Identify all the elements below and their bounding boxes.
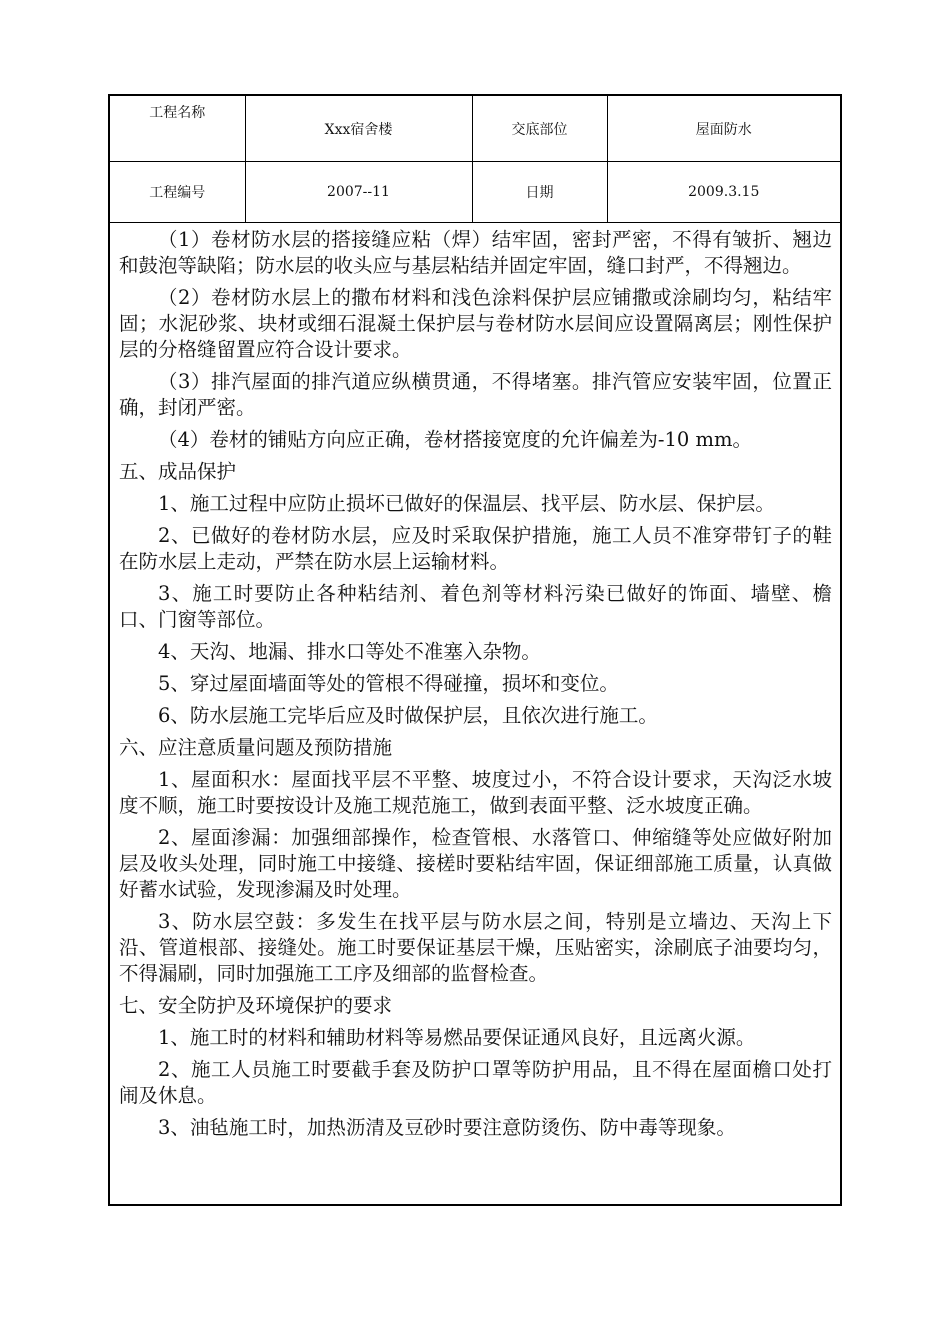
section-5-item-1: 1、施工过程中应防止损坏已做好的保温层、找平层、防水层、保护层。 (158, 492, 775, 515)
section-7-title: 七、安全防护及环境保护的要求 (119, 994, 393, 1017)
section-5-item-4: 4、天沟、地漏、排水口等处不准塞入杂物。 (158, 640, 541, 663)
paragraph-4: （4）卷材的铺贴方向应正确，卷材搭接宽度的允许偏差为-10 mm。 (158, 428, 752, 451)
project-name-value: Xxx宿舍楼 (245, 96, 472, 162)
section-6-item-2: 2、屋面渗漏：加强细部操作，检查管根、水落管口、伸缩缝等处应做好附加层及收头处理，同时施工中接缝、接槎时要粘结牢固，保证细部施工质量，认真做好蓄水试验，发现渗漏及时处理。 (119, 826, 832, 901)
header-row-2 (110, 162, 840, 223)
section-6-title: 六、应注意质量问题及预防措施 (119, 736, 393, 759)
location-value: 屋面防水 (607, 96, 840, 162)
paragraph-2: （2）卷材防水层上的撒布材料和浅色涂料保护层应铺撒或涂刷均匀，粘结牢固；水泥砂浆、块材或细石混凝土保护层与卷材防水层间应设置隔离层；刚性保护层的分格缝留置应符合设计要求。 (119, 286, 832, 361)
section-6-item-3: 3、防水层空鼓：多发生在找平层与防水层之间，特别是立墙边、天沟上下沿、管道根部、接缝处。施工时要保证基层干燥，压贴密实，涂刷底子油要均匀，不得漏刷，同时加强施工工序及细部的监督检查。 (119, 910, 832, 985)
section-5-item-3: 3、施工时要防止各种粘结剂、着色剂等材料污染已做好的饰面、墙壁、檐口、门窗等部位。 (119, 582, 832, 631)
section-7-item-1: 1、施工时的材料和辅助材料等易燃品要保证通风良好，且远离火源。 (158, 1026, 756, 1049)
section-7-item-3: 3、油毡施工时，加热沥清及豆砂时要注意防烫伤、防中毒等现象。 (158, 1116, 736, 1139)
section-5-item-5: 5、穿过屋面墙面等处的管根不得碰撞，损坏和变位。 (158, 672, 619, 695)
section-5-title: 五、成品保护 (119, 460, 237, 483)
body-content (110, 223, 840, 1141)
section-5-item-2: 2、已做好的卷材防水层，应及时采取保护措施，施工人员不准穿带钉子的鞋在防水层上走动，严禁在防水层上运输材料。 (119, 524, 832, 573)
header-table (110, 96, 840, 223)
section-7-item-2: 2、施工人员施工时要截手套及防护口罩等防护用品，且不得在屋面檐口处打闹及休息。 (119, 1058, 832, 1107)
section-6-item-1: 1、屋面积水：屋面找平层不平整、坡度过小，不符合设计要求，天沟泛水坡度不顺，施工时要按设计及施工规范施工，做到表面平整、泛水坡度正确。 (119, 768, 832, 817)
paragraph-1: （1）卷材防水层的搭接缝应粘（焊）结牢固，密封严密，不得有皱折、翘边和鼓泡等缺陷；防水层的收头应与基层粘结并固定牢固，缝口封严，不得翘边。 (119, 228, 832, 277)
paragraph-3: （3）排汽屋面的排汽道应纵横贯通，不得堵塞。排汽管应安装牢固，位置正确，封闭严密。 (119, 370, 832, 419)
project-no-label: 工程编号 (110, 162, 245, 223)
header-row-1 (110, 96, 840, 162)
disclosure-sheet (108, 94, 842, 1206)
location-label: 交底部位 (472, 96, 607, 162)
date-value: 2009.3.15 (607, 162, 840, 223)
section-5-item-6: 6、防水层施工完毕后应及时做保护层，且依次进行施工。 (158, 704, 658, 727)
date-label: 日期 (472, 162, 607, 223)
project-no-value: 2007--11 (245, 162, 472, 223)
project-name-label: 工程名称 (110, 96, 245, 162)
